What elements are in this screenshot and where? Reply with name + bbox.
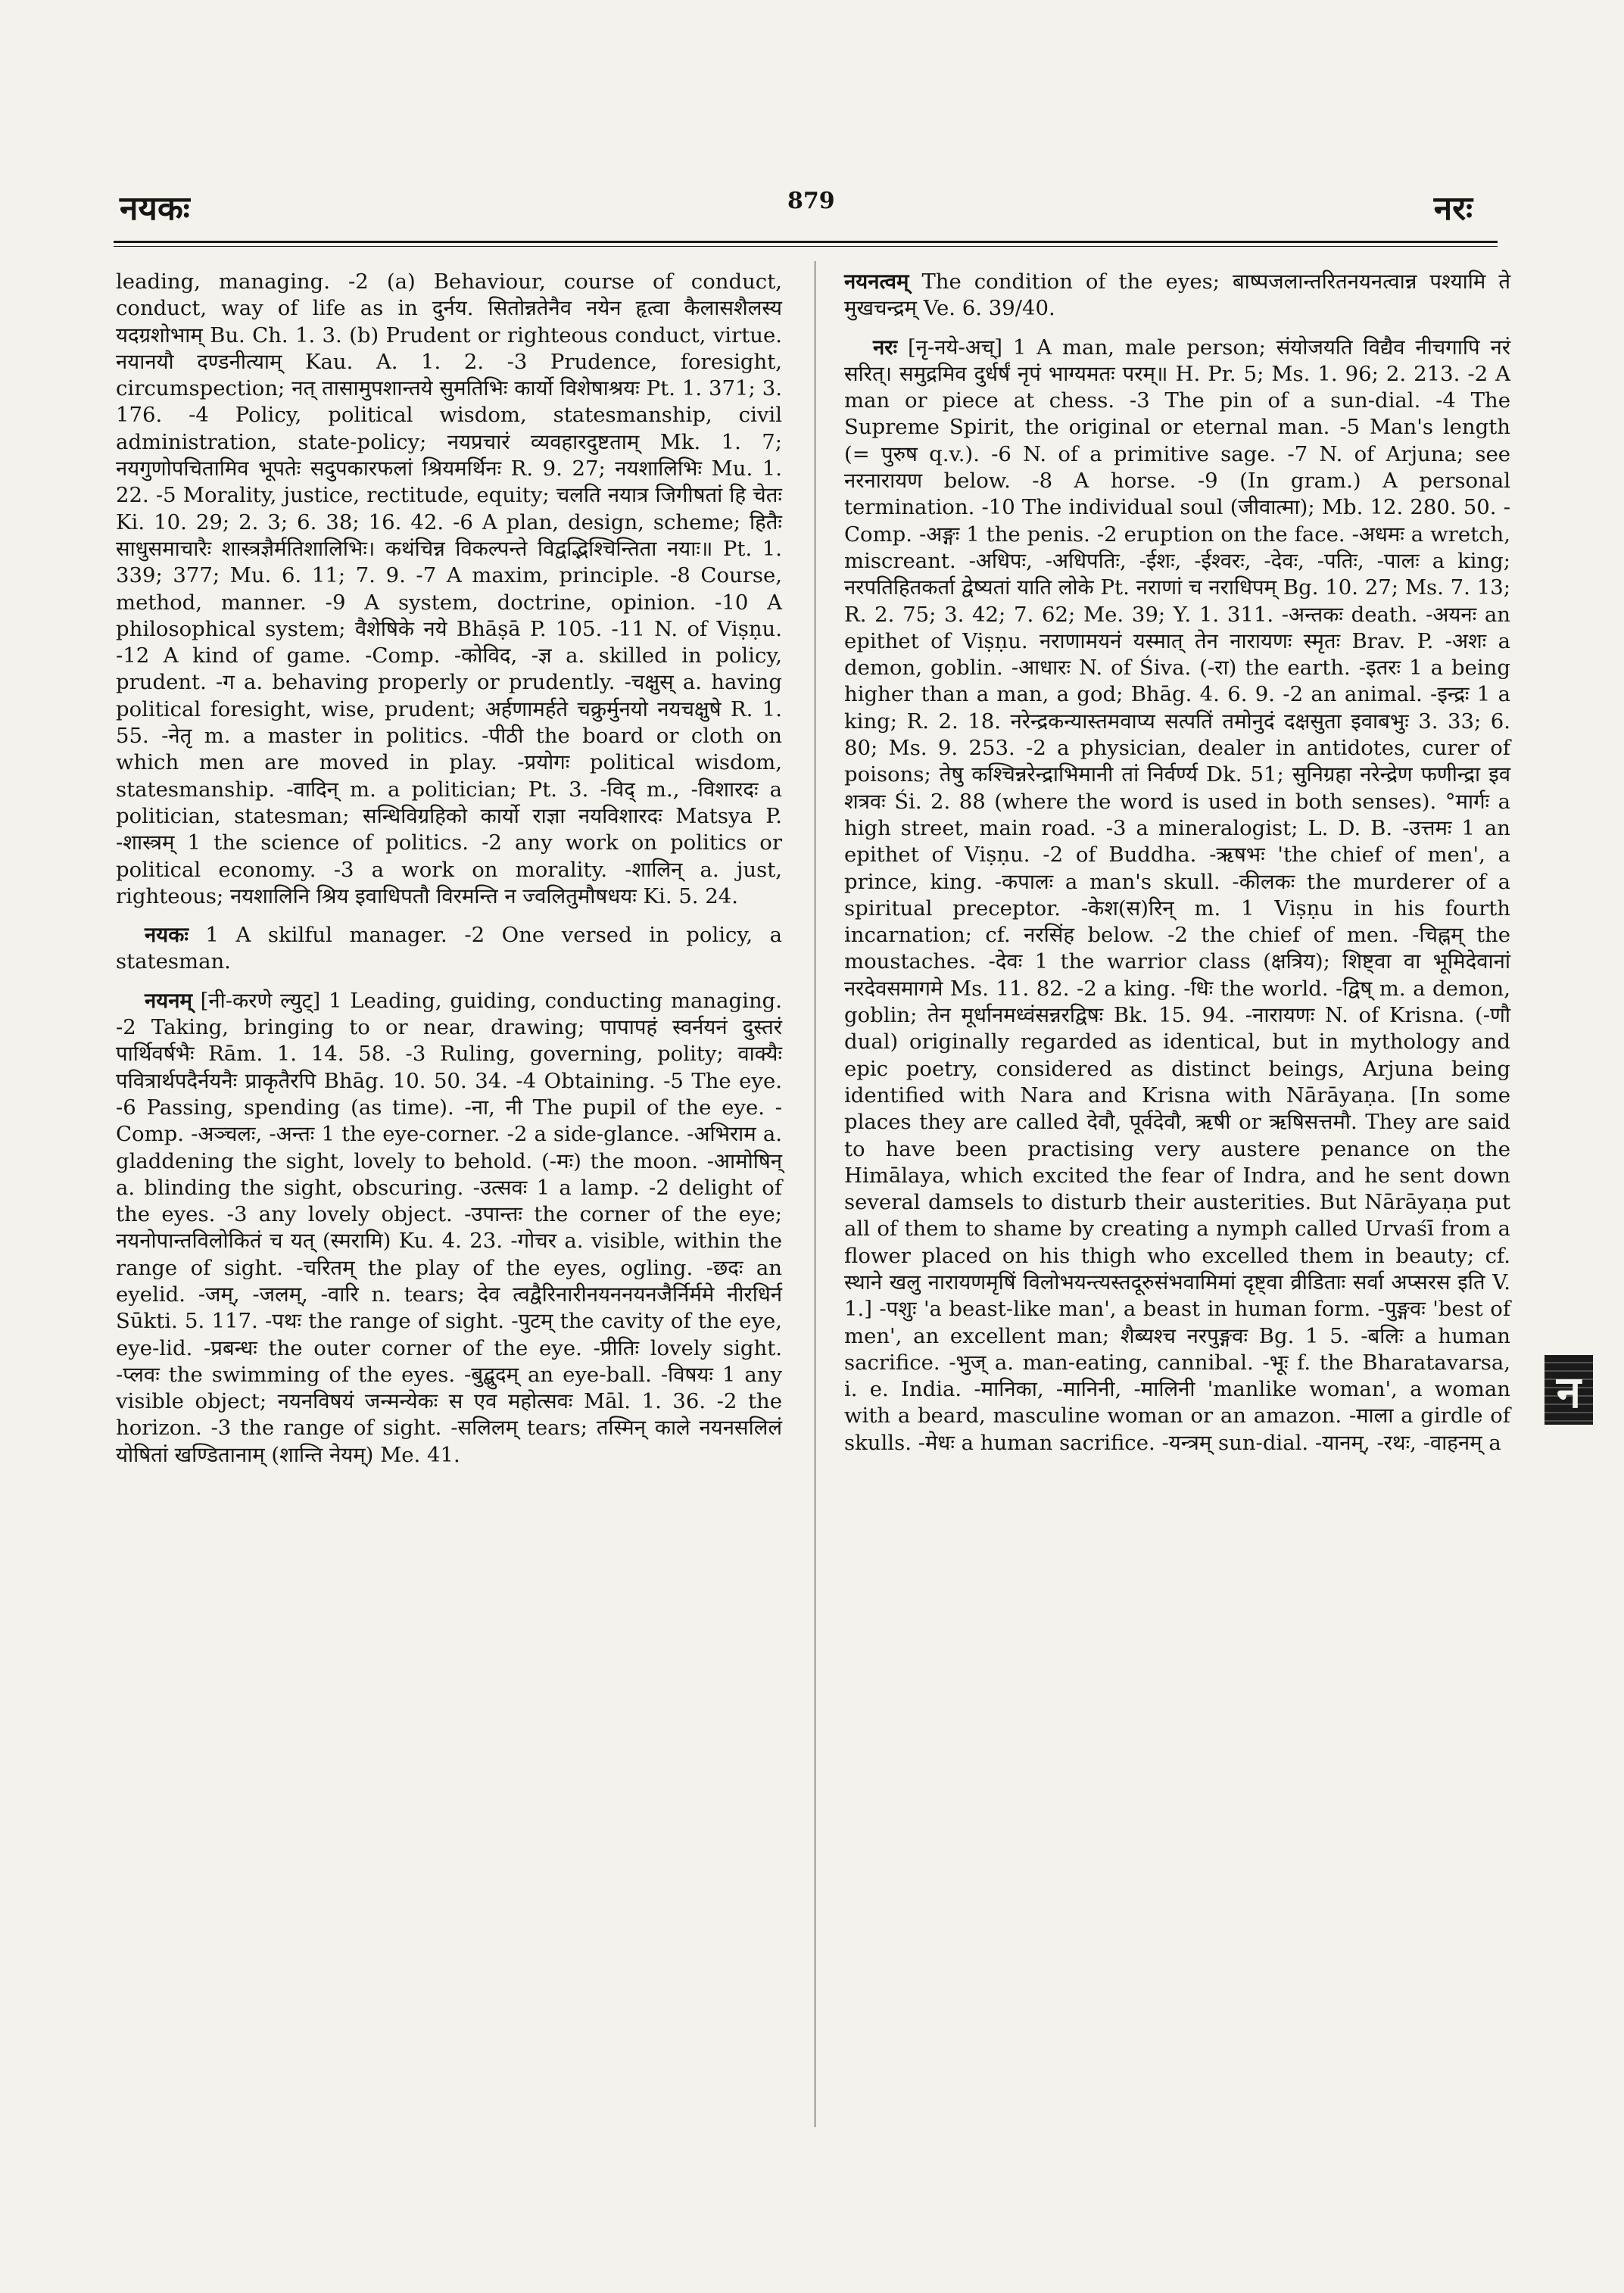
page-number: 879 [787,188,835,214]
right-column [844,269,1510,1469]
dictionary-entry [116,269,782,910]
entry-headword: नरः [873,335,898,360]
entry-headword: नयकः [145,923,189,948]
thumb-index-stripes [1545,1355,1593,1425]
entry-headword: नयनम् [145,988,192,1013]
thumb-index-tab: न [1545,1355,1593,1425]
entry-text: [नृ-नये-अच्] 1 A man, male person; संयोजयति विद्यैव नीचगापि नरं सरित्। समुद्रमिव दुर्धर्षं नृपं भाग्यमतः परम्॥ H. Pr. 5; Ms. 1. 96; 2. 213. -2 A man or piece at chess. -3 The pin of a sun-dial. -4 The Supreme Spirit, the original or eternal man. -5 Man's length (= पुरुष q.v.). -6 N. of a primitive sage. -7 N. of Arjuna; see नरनारायण below. -8 A horse. -9 (In gram.) A personal termination. -10 The individual soul (जीवात्मा); Mb. 12. 280. 50. -Comp. -अङ्गः 1 the penis. -2 eruption on the face. -अधमः a wretch, miscreant. -अधिपः, -अधिपतिः, -ईशः, -ईश्वरः, -देवः, -पतिः, -पालः a king; नरपतिहितकर्ता द्वेष्यतां याति लोके Pt. नराणां च नराधिपम् Bg. 10. 27; Ms. 7. 13; R. 2. 75; 3. 42; 7. 62; Me. 39; Y. 1. 311. -अन्तकः death. -अयनः an epithet of Viṣṇu. नराणामयनं यस्मात् तेन नारायणः स्मृतः Brav. P. -अशः a demon, goblin. -आधारः N. of Śiva. (-रा) the earth. -इतरः 1 a being higher than a man, a god; Bhāg. 4. 6. 9. -2 an animal. -इन्द्रः 1 a king; R. 2. 18. नरेन्द्रकन्यास्तमवाप्य सत्पतिं तमोनुदं दक्षसुता इवाबभुः 3. 33; 6. 80; Ms. 9. 253. -2 a physician, dealer in antidotes, curer of poisons; तेषु कश्चिन्नरेन्द्राभिमानी तां निर्वर्ण्य Dk. 51; सुनिग्रहा नरेन्द्रेण फणीन्द्रा इव शत्रवः Śi. 2. 88 (where the word is used in both senses). °मार्गः a high street, main road. -3 a mineralogist; L. D. B. -उत्तमः 1 an epithet of Viṣṇu. -2 of Buddha. -ऋषभः 'the chief of men', a prince, king. -कपालः a man's skull. -कीलकः the murderer of a spiritual preceptor. -केश(स)रिन् m. 1 Viṣṇu in his fourth incarnation; cf. नरसिंह below. -2 the chief of men. -चिह्नम् the moustaches. -देवः 1 the warrior class (क्षत्रिय); शिष्ट्वा वा भूमिदेवानां नरदेवसमागमे Ms. 11. 82. -2 a king. -धिः the world. -द्विष् m. a demon, goblin; तेन मूर्धानमध्वंसन्नरद्विषः Bk. 15. 94. -नारायणः N. of Krisna. (-णौ dual) originally regarded as identical, but in mythology and epic poetry, considered as distinct beings, Arjuna being identified with Nara and Krisna with Nārāyaṇa. [In some places they are called देवौ, पूर्वदेवौ, ऋषी or ऋषिसत्तमौ. They are said to have been practising very austere penance on the Himālaya, which excited the fear of Indra, and he sent down several damsels to disturb their austerities. But Nārāyaṇa put all of them to shame by creating a nymph called Urvaśī from a flower placed on his thigh who excelled them in beauty; cf. स्थाने खलु नारायणमृषिं विलोभयन्त्यस्तदूरुसंभवामिमां दृष्ट्वा व्रीडिताः सर्वा अप्सरस इति V. 1.] -पशुः 'a beast-like man', a beast in human form. -पुङ्गवः 'best of men', an excellent man; शैब्यश्च नरपुङ्गवः Bg. 1 5. -बलिः a human sacrifice. -भुज् a. man-eating, cannibal. -भूः f. the Bharatavarsa, i. e. India. -मानिका, -मानिनी, -मालिनी 'manlike woman', a woman with a beard, masculine woman or an amazon. -माला a girdle of skulls. -मेधः a human sacrifice. -यन्त्रम् sun-dial. -यानम्, -रथः, -वाहनम् a [844,335,1510,1455]
dictionary-entry [116,988,782,1469]
header-rule-thick [114,241,1498,243]
entry-text: The condition of the eyes; बाष्पजलान्तरितनयनत्वान्न पश्यामि ते मुखचन्द्रम् Ve. 6. 39/40. [844,269,1510,321]
header-rule-thin [114,246,1498,247]
dictionary-entry [116,922,782,976]
left-column [116,269,782,1481]
page-header [0,0,1624,250]
right-running-headword: नरः [1433,189,1473,228]
entry-headword: नयनत्वम् [844,269,909,294]
entry-text: 1 A skilful manager. -2 One versed in policy, a statesman. [116,923,782,974]
entry-text: leading, managing. -2 (a) Behaviour, course of conduct, conduct, way of life as in दुर्नय. सितोन्नतेनैव नयेन हृत्वा कैलासशैलस्य यदग्रशोभाम् Bu. Ch. 1. 3. (b) Prudent or righteous conduct, virtue. नयानयौ दण्डनीत्याम् Kau. A. 1. 2. -3 Prudence, foresight, circumspection; नत् तासामुपशान्तये सुमतिभिः कार्यो विशेषाश्रयः Pt. 1. 371; 3. 176. -4 Policy, political wisdom, statesmanship, civil administration, state-policy; नयप्रचारं व्यवहारदुष्टताम् Mk. 1. 7; नयगुणोपचितामिव भूपतेः सदुपकारफलां श्रियमर्थिनः R. 9. 27; नयशालिभिः Mu. 1. 22. -5 Morality, justice, rectitude, equity; चलति नयात्र जिगीषतां हि चेतः Ki. 10. 29; 2. 3; 6. 38; 16. 42. -6 A plan, design, scheme; हितैः साधुसमाचारैः शास्त्रज्ञैर्मतिशालिभिः। कथंचिन्न विकल्पन्ते विद्वद्भिश्चिन्तिता नयाः॥ Pt. 1. 339; 377; Mu. 6. 11; 7. 9. -7 A maxim, principle. -8 Course, method, manner. -9 A system, doctrine, opinion. -10 A philosophical system; वैशेषिके नये Bhāṣā P. 105. -11 N. of Viṣṇu. -12 A kind of game. -Comp. -कोविद, -ज्ञ a. skilled in policy, prudent. -ग a. behaving properly or prudently. -चक्षुस् a. having political foresight, wise, prudent; अर्हणामर्हते चक्रुर्मुनयो नयचक्षुषे R. 1. 55. -नेतृ m. a master in politics. -पीठी the board or cloth on which men are moved in play. -प्रयोगः political wisdom, statesmanship. -वादिन् m. a politician; Pt. 3. -विद् m., -विशारदः a politician, statesman; सन्धिविग्रहिको कार्यो राज्ञा नयविशारदः Matsya P. -शास्त्रम् 1 the science of politics. -2 any work on politics or political economy. -3 a work on morality. -शालिन् a. just, righteous; नयशालिनि श्रिय इवाधिपतौ विरमन्ति न ज्वलितुमौषधयः Ki. 5. 24. [116,269,782,908]
dictionary-entry [844,335,1510,1456]
left-running-headword: नयकः [120,189,190,228]
dictionary-entry [844,269,1510,322]
entry-text: [नी-करणे ल्युट्] 1 Leading, guiding, conducting managing. -2 Taking, bringing to or near, drawing; पापापहं स्वर्नयनं दुस्तरं पार्थिवर्षभैः Rām. 1. 14. 58. -3 Ruling, governing, polity; वाक्यैः पवित्रार्थपदैर्नयनैः प्राकृतैरपि Bhāg. 10. 50. 34. -4 Obtaining. -5 The eye. -6 Passing, spending (as time). -ना, नी The pupil of the eye. -Comp. -अञ्चलः, -अन्तः 1 the eye-corner. -2 a side-glance. -अभिराम a. gladdening the sight, lovely to behold. (-मः) the moon. -आमोषिन् a. blinding the sight, obscuring. -उत्सवः 1 a lamp. -2 delight of the eyes. -3 any lovely object. -उपान्तः the corner of the eye; नयनोपान्तविलोकितं च यत् (स्मरामि) Ku. 4. 23. -गोचर a. visible, within the range of sight. -चरितम् the play of the eyes, ogling. -छदः an eyelid. -जम्, -जलम्, -वारि n. tears; देव त्वद्वैरिनारीनयननयनजैर्निर्ममे नीरधिर्न Sūkti. 5. 117. -पथः the range of sight. -पुटम् the cavity of the eye, eye-lid. -प्रबन्धः the outer corner of the eye. -प्रीतिः lovely sight. -प्लवः the swimming of the eyes. -बुद्बुदम् an eye-ball. -विषयः 1 any visible object; नयनविषयं जन्मन्येकः स एव महोत्सवः Māl. 1. 36. -2 the horizon. -3 the range of sight. -सलिलम् tears; तस्मिन् काले नयनसलिलं योषितां खण्डितानाम् (शान्ति नेयम्) Me. 41. [116,988,782,1467]
